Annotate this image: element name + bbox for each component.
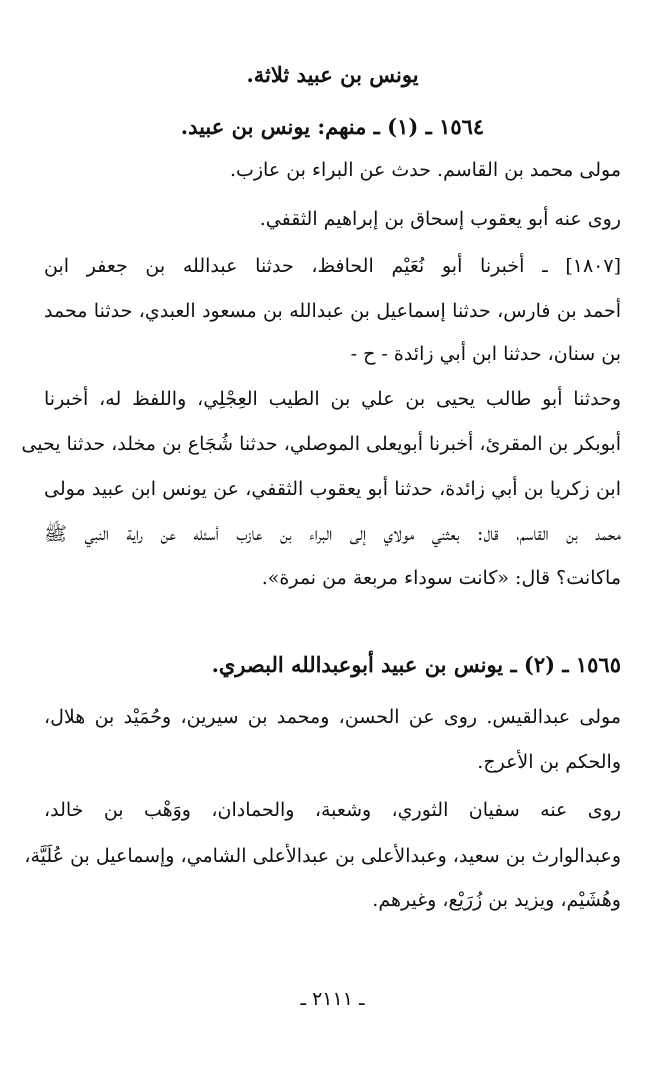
text-line: روى عنه أبو يعقوب إسحاق بن إبراهيم الثقفي.: [259, 208, 621, 230]
text-line: أحمد بن فارس، حدثنا إسماعيل بن عبدالله بن مسعود العبدي، حدثنا محمد: [44, 300, 621, 322]
text-line: أبوبكر بن المقرئ، أخبرنا أبويعلى الموصلي، حدثنا شُجَاع بن مخلد، حدثنا يحيى: [21, 433, 621, 455]
text-line: مولى محمد بن القاسم. حدث عن البراء بن عازب.: [229, 159, 621, 181]
text-line: محمد بن القاسم، قال: بعثني مولاي إلى البراء بن عازب أسئله عن راية النبي ﷺ: [44, 523, 621, 545]
text-line: [١٨٠٧] ـ أخبرنا أبو نُعَيْم الحافظ، حدثنا عبدالله بن جعفر ابن: [44, 255, 621, 277]
text-line: بن سنان، حدثنا ابن أبي زائدة - ح -: [350, 343, 621, 365]
entry-heading-1564: ١٥٦٤ ـ (١) ـ منهم: يونس بن عبيد.: [180, 114, 485, 139]
text-line: وعبدالوارث بن سعيد، وعبدالأعلى بن عبدالأعلى الشامي، وإسماعيل بن عُلَيَّة،: [24, 845, 621, 867]
entry-heading-1565: ١٥٦٥ ـ (٢) ـ يونس بن عبيد أبوعبدالله البصري.: [211, 652, 621, 677]
text-line: روى عنه سفيان الثوري، وشعبة، والحمادان، ووَهْب بن خالد،: [44, 799, 621, 821]
page-number: ـ ٢١١١ ـ: [300, 988, 365, 1010]
text-line: مولى عبدالقيس. روى عن الحسن، ومحمد بن سيرين، وحُمَيْد بن هلال،: [44, 706, 621, 728]
text-line: والحكم بن الأعرج.: [477, 751, 621, 773]
text-line: ماكانت؟ قال: «كانت سوداء مربعة من نمرة».: [261, 567, 621, 589]
section-title: يونس بن عبيد ثلاثة.: [246, 62, 419, 87]
text-line: وهُشَيْم، ويزيد بن زُرَيْع، وغيرهم.: [372, 889, 621, 911]
text-line: ابن زكريا بن أبي زائدة، حدثنا أبو يعقوب الثقفي، عن يونس ابن عبيد مولى: [44, 478, 621, 500]
text-line: وحدثنا أبو طالب يحيى بن علي بن الطيب العِجْلِي، واللفظ له، أخبرنا: [44, 388, 621, 410]
